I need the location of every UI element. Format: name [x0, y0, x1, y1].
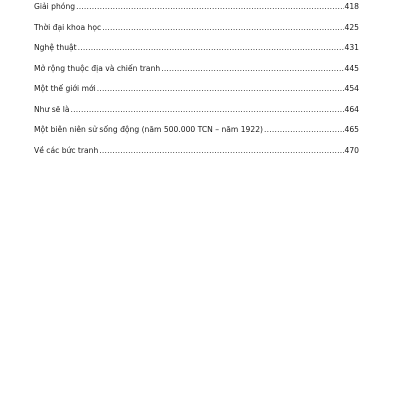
toc-entry: [34, 79, 359, 100]
toc-entry: [34, 141, 359, 162]
toc-entry-page: 454: [344, 84, 359, 93]
toc-entry-page: 465: [344, 125, 359, 134]
toc-dot-leader: [102, 18, 343, 39]
toc-entry-title: Nghệ thuật: [34, 43, 77, 52]
toc-entry-title: Một biên niên sử sống động (năm 500.000 TCN – năm 1922): [34, 125, 264, 134]
toc-dot-leader: [99, 141, 343, 162]
toc-entry: [34, 38, 359, 59]
toc-dot-leader: [264, 120, 343, 141]
toc-entry: [34, 100, 359, 121]
toc-entry-page: 425: [344, 22, 359, 32]
table-of-contents: [34, 0, 359, 161]
toc-entry-title: Thời đại khoa học: [34, 22, 102, 32]
toc-entry-title: Một thế giới mới: [34, 84, 96, 93]
toc-entry-title: Mở rộng thuộc địa và chiến tranh: [34, 63, 161, 73]
toc-entry-page: 470: [344, 145, 359, 155]
toc-dot-leader: [71, 100, 344, 121]
toc-entry-page: 445: [344, 63, 359, 73]
toc-entry: [34, 18, 359, 39]
toc-dot-leader: [161, 59, 343, 80]
toc-entry-title: Giải phóng: [34, 2, 76, 11]
toc-dot-leader: [76, 0, 343, 18]
toc-entry: [34, 120, 359, 141]
toc-entry-page: 464: [344, 104, 359, 114]
toc-entry-title: Như sẽ là: [34, 104, 70, 114]
toc-entry: [34, 59, 359, 80]
toc-entry: [34, 0, 359, 18]
toc-entry-page: 431: [344, 43, 359, 52]
toc-dot-leader: [97, 79, 344, 100]
toc-entry-title: Về các bức tranh: [34, 145, 99, 155]
toc-dot-leader: [78, 38, 344, 59]
toc-entry-page: 418: [344, 2, 359, 11]
